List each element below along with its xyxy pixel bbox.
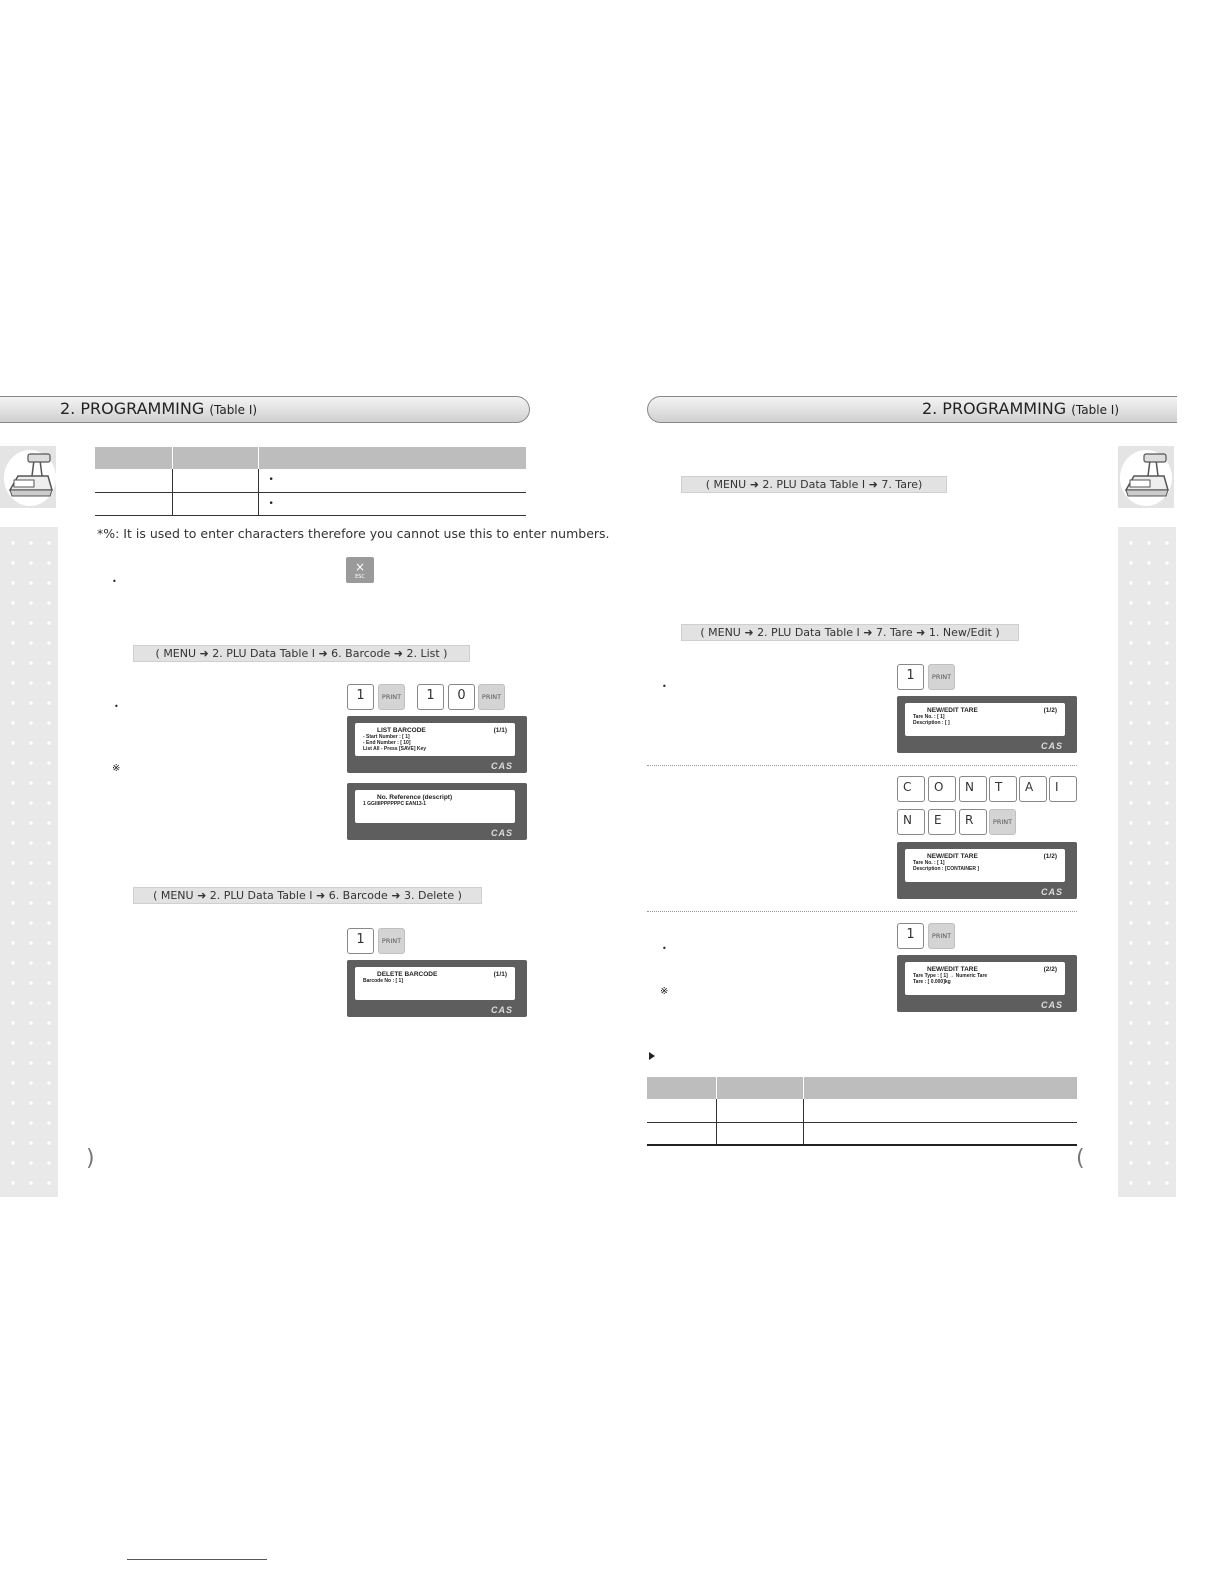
- key-n[interactable]: N: [897, 809, 925, 835]
- bullet: •: [662, 682, 667, 691]
- table-header-row: [647, 1077, 1077, 1099]
- right-bottom-table: [647, 1077, 1077, 1146]
- left-side-strip: [0, 527, 58, 1197]
- table-row: [647, 1122, 1077, 1145]
- lcd-list-barcode: LIST BARCODE (1/1) - Start Number : [ 1] - End Number : [ 10] List All - Press [SAVE] Key CAS: [347, 716, 527, 773]
- lcd-new-edit-tare-3: NEW/EDIT TARE (2/2) Tare Type : [ 1] → Numeric Tare Tare : [ 0.000]kg CAS: [897, 955, 1077, 1012]
- bullet: •: [112, 577, 117, 586]
- scale-icon: [0, 446, 56, 508]
- left-header-title: 2. PROGRAMMING (Table I): [60, 399, 258, 418]
- menu-path-new-edit: ( MENU ➜ 2. PLU Data Table I ➜ 7. Tare ➜ 1. New/Edit ): [681, 624, 1019, 641]
- table-row: •: [95, 492, 526, 515]
- key-1[interactable]: 1: [417, 684, 444, 710]
- cas-logo: CAS: [490, 761, 513, 771]
- remark-mark: ※: [660, 986, 669, 997]
- menu-path-delete: ( MENU ➜ 2. PLU Data Table I ➜ 6. Barcode ➜ 3. Delete ): [133, 887, 482, 904]
- left-page-header: [0, 396, 530, 423]
- arrow-right-icon: [649, 1052, 655, 1060]
- print-key[interactable]: PRINT: [928, 923, 955, 949]
- key-e[interactable]: E: [928, 809, 956, 835]
- cas-logo: CAS: [1040, 741, 1063, 751]
- key-1[interactable]: 1: [897, 664, 924, 690]
- section-divider: [647, 911, 1077, 912]
- page-number-mark: ): [86, 1146, 95, 1171]
- key-1[interactable]: 1: [347, 684, 374, 710]
- key-1[interactable]: 1: [897, 923, 924, 949]
- lcd-delete-barcode: DELETE BARCODE (1/1) Barcode No : [ 1] CAS: [347, 960, 527, 1017]
- key-n[interactable]: N: [959, 776, 987, 802]
- bullet: •: [662, 944, 667, 953]
- print-key[interactable]: PRINT: [928, 664, 955, 690]
- key-t[interactable]: T: [989, 776, 1017, 802]
- key-r[interactable]: R: [959, 809, 987, 835]
- page-number-mark: (: [1076, 1146, 1085, 1171]
- lcd-new-edit-tare-1: NEW/EDIT TARE (1/2) Tare No. : [ 1] Description : [ ] CAS: [897, 696, 1077, 753]
- remark-mark: ※: [112, 763, 121, 774]
- key-c[interactable]: C: [897, 776, 925, 802]
- print-key[interactable]: PRINT: [378, 684, 405, 710]
- key-0[interactable]: 0: [448, 684, 475, 710]
- left-top-table: [95, 447, 526, 516]
- lcd-reference-list: No. Reference (descript) 1 GGIIIIPPPPPPC EAN13-1 CAS: [347, 783, 527, 840]
- right-header-title: 2. PROGRAMMING (Table I): [921, 399, 1119, 418]
- right-page-header: [647, 396, 1177, 423]
- right-side-strip: [1118, 527, 1176, 1197]
- esc-key-icon: × ESC: [346, 557, 374, 583]
- link-underline[interactable]: [127, 1559, 267, 1560]
- key-1[interactable]: 1: [347, 928, 374, 954]
- print-key[interactable]: PRINT: [478, 684, 505, 710]
- table-row: [647, 1099, 1077, 1122]
- key-o[interactable]: O: [928, 776, 956, 802]
- cas-logo: CAS: [490, 1005, 513, 1015]
- menu-path-list: ( MENU ➜ 2. PLU Data Table I ➜ 6. Barcode ➜ 2. List ): [133, 645, 470, 662]
- scale-icon: [1118, 446, 1174, 508]
- key-a[interactable]: A: [1019, 776, 1047, 802]
- footnote: *%: It is used to enter characters therefore you cannot use this to enter numbers.: [97, 526, 610, 541]
- menu-path-tare: ( MENU ➜ 2. PLU Data Table I ➜ 7. Tare): [681, 476, 947, 493]
- bullet: •: [114, 702, 119, 711]
- key-i[interactable]: I: [1049, 776, 1077, 802]
- lcd-new-edit-tare-2: NEW/EDIT TARE (1/2) Tare No. : [ 1] Description : [CONTAINER ] CAS: [897, 842, 1077, 899]
- cas-logo: CAS: [1040, 1000, 1063, 1010]
- table-header-row: [95, 447, 526, 469]
- section-divider: [647, 765, 1077, 766]
- table-row: •: [95, 469, 526, 492]
- cas-logo: CAS: [490, 828, 513, 838]
- print-key[interactable]: PRINT: [378, 928, 405, 954]
- print-key[interactable]: PRINT: [989, 809, 1016, 835]
- cas-logo: CAS: [1040, 887, 1063, 897]
